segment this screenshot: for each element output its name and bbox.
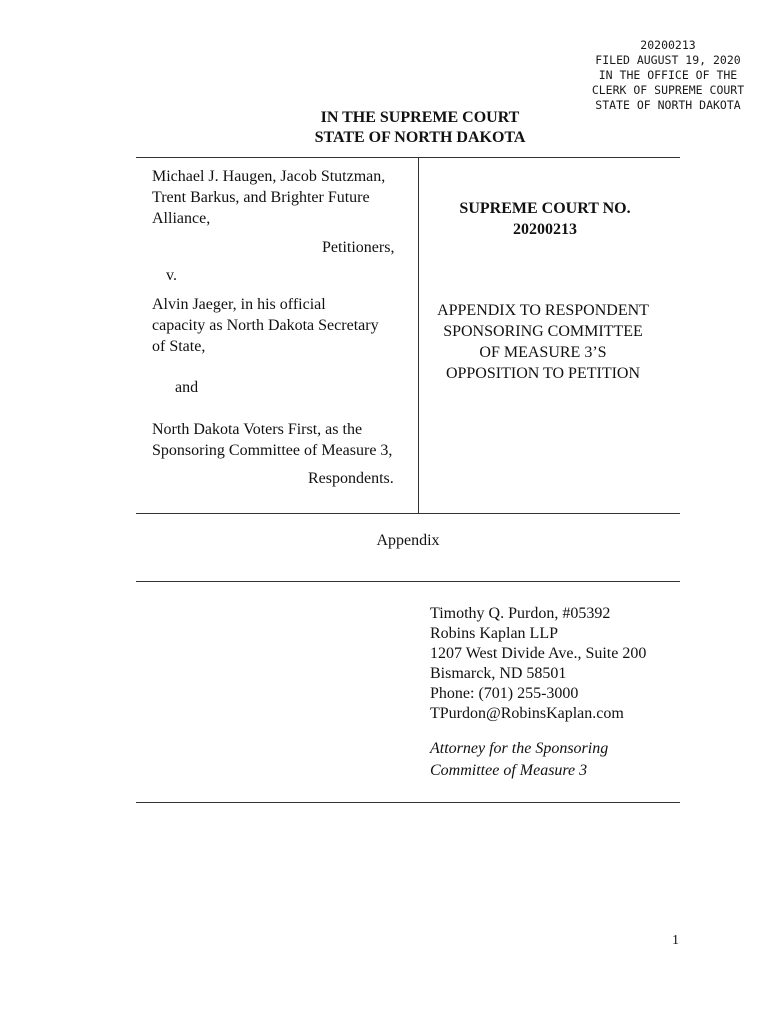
page-number: 1 [672,933,679,948]
document-title [418,300,668,384]
document-title-line: OPPOSITION TO PETITION [445,365,641,382]
petitioners-line: Alliance, [152,210,211,227]
counsel-email: TPurdon@RobinsKaplan.com [430,705,624,722]
filing-stamp [566,38,770,113]
caption-top-rule [136,157,680,158]
respondent-line: Sponsoring Committee of Measure 3, [152,442,393,459]
stamp-office-line-1: IN THE OFFICE OF THE [598,68,738,82]
counsel-signature-block [430,604,646,782]
versus: v. [166,267,177,284]
respondent-voters-first [152,419,420,461]
counsel-address-line-1: 1207 West Divide Ave., Suite 200 [430,645,647,662]
document-title-line: SPONSORING COMMITTEE [443,323,643,340]
stamp-filed-date: FILED AUGUST 19, 2020 [595,53,741,67]
court-heading-line-2: STATE OF NORTH DAKOTA [314,129,526,146]
respondent-line: Alvin Jaeger, in his official [152,296,326,313]
counsel-name: Timothy Q. Purdon, #05392 [430,605,611,622]
petitioners-label: Petitioners, [322,239,395,256]
document-title-line: OF MEASURE 3’S [479,344,607,361]
respondent-line: North Dakota Voters First, as the [152,421,363,438]
section-label: Appendix [376,532,440,549]
respondents-label: Respondents. [308,470,394,487]
counsel-firm: Robins Kaplan LLP [430,625,558,642]
appendix-rule [136,581,680,582]
petitioners-line: Trent Barkus, and Brighter Future [152,189,370,206]
counsel-role-line: Attorney for the Sponsoring [430,740,609,757]
respondent-line: of State, [152,338,206,355]
counsel-role-line: Committee of Measure 3 [430,762,588,779]
court-heading-line-1: IN THE SUPREME COURT [320,109,520,126]
case-number-label: SUPREME COURT NO. [459,200,631,217]
counsel-address-line-2: Bismarck, ND 58501 [430,665,567,682]
petitioners-names [152,166,420,229]
conjunction-and: and [175,379,199,396]
respondent-line: capacity as North Dakota Secretary [152,317,379,334]
counsel-bottom-rule [136,802,680,803]
caption-bottom-rule [136,513,680,514]
counsel-phone: Phone: (701) 255-3000 [430,685,579,702]
document-title-line: APPENDIX TO RESPONDENT [437,302,649,319]
stamp-case-number: 20200213 [640,38,696,52]
stamp-office-line-3: STATE OF NORTH DAKOTA [595,98,741,112]
respondent-jaeger [152,294,420,357]
petitioners-line: Michael J. Haugen, Jacob Stutzman, [152,168,386,185]
counsel-role [430,738,646,782]
case-number-block [420,198,670,240]
case-number: 20200213 [513,221,577,238]
stamp-office-line-2: CLERK OF SUPREME COURT [591,83,745,97]
court-heading [290,108,550,148]
